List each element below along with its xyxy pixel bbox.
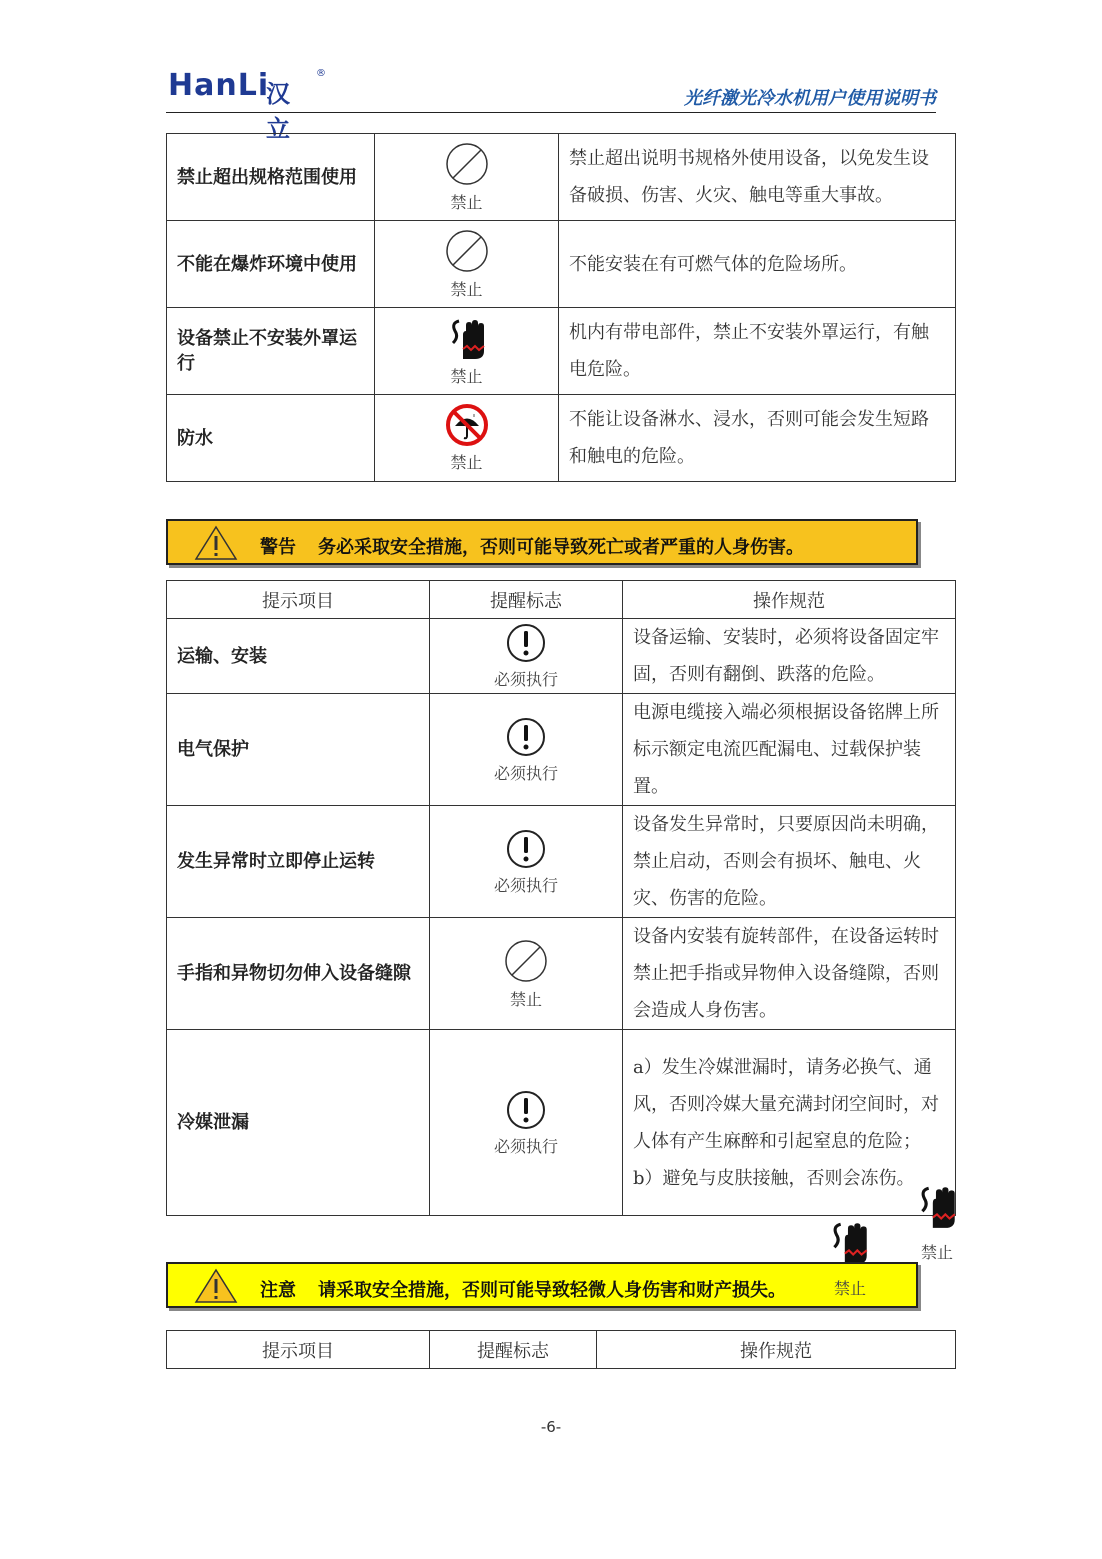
mandatory-icon bbox=[505, 828, 547, 870]
warning-banner bbox=[166, 519, 918, 565]
rule-cell: 设备运输、安装时，必须将设备固定牢固，否则有翻倒、跌落的危险。 bbox=[623, 619, 956, 694]
notice-message: 请采取安全措施，否则可能导致轻微人身伤害和财产损失。 bbox=[318, 1280, 786, 1301]
table-row bbox=[167, 619, 956, 694]
prohibited-icon bbox=[444, 141, 490, 187]
symbol-cell bbox=[375, 308, 559, 395]
warning-message: 务必采取安全措施，否则可能导致死亡或者严重的人身伤害。 bbox=[318, 537, 804, 558]
rule-text-b: b）避免与皮肤接触，否则会冻伤。 bbox=[633, 1167, 915, 1189]
rule-cell: 设备内安装有旋转部件，在设备运转时禁止把手指或异物伸入设备缝隙，否则会造成人身伤害。 bbox=[623, 918, 956, 1030]
table-row bbox=[167, 1030, 956, 1216]
table-row bbox=[167, 918, 956, 1030]
page-number: -6- bbox=[540, 1418, 562, 1436]
notice-table bbox=[166, 1330, 956, 1369]
table-row bbox=[167, 221, 956, 308]
symbol-label: 必须执行 bbox=[493, 763, 558, 783]
item-cell: 不能在爆炸环境中使用 bbox=[167, 221, 375, 308]
symbol-label: 禁止 bbox=[450, 193, 483, 212]
electric-hand-icon bbox=[826, 1218, 872, 1266]
symbol-label: 必须执行 bbox=[493, 670, 558, 689]
logo-text-cn: 汉立 bbox=[266, 80, 292, 143]
symbol-label: 禁止 bbox=[509, 989, 542, 1009]
table-header-row bbox=[167, 1331, 956, 1369]
prohibited-icon bbox=[444, 228, 490, 274]
notice-label: 注意 bbox=[260, 1280, 296, 1301]
notice-text bbox=[260, 1276, 786, 1302]
symbol-cell bbox=[430, 619, 623, 694]
column-header: 提示项目 bbox=[167, 581, 430, 619]
item-cell: 发生异常时立即停止运转 bbox=[167, 806, 430, 918]
symbol-label: 禁止 bbox=[450, 280, 483, 299]
item-cell: 电气保护 bbox=[167, 694, 430, 806]
item-cell: 手指和异物切勿伸入设备缝隙 bbox=[167, 918, 430, 1030]
electric-hand-icon bbox=[914, 1182, 960, 1230]
item-cell: 禁止超出规格范围使用 bbox=[167, 134, 375, 221]
item-cell: 运输、安装 bbox=[167, 619, 430, 694]
mandatory-icon bbox=[505, 1089, 547, 1131]
symbol-label: 禁止 bbox=[450, 453, 483, 472]
symbol-label: 必须执行 bbox=[493, 1136, 558, 1156]
header-divider bbox=[166, 112, 936, 113]
warning-table bbox=[166, 580, 956, 1216]
registered-mark: ® bbox=[316, 68, 326, 79]
notice-banner bbox=[166, 1262, 918, 1308]
warning-text bbox=[260, 533, 804, 559]
prohibition-table bbox=[166, 133, 956, 482]
symbol-cell bbox=[430, 806, 623, 918]
rule-cell: 不能安装在有可燃气体的危险场所。 bbox=[559, 221, 956, 308]
no-umbrella-icon bbox=[445, 403, 489, 447]
table-header-row bbox=[167, 581, 956, 619]
mandatory-icon bbox=[505, 622, 547, 664]
column-header: 操作规范 bbox=[623, 581, 956, 619]
symbol-label: 必须执行 bbox=[493, 875, 558, 895]
symbol-cell bbox=[430, 918, 623, 1030]
column-header: 提示项目 bbox=[167, 1331, 430, 1369]
table-row bbox=[167, 694, 956, 806]
symbol-cell bbox=[375, 221, 559, 308]
table-row bbox=[167, 308, 956, 395]
rule-text-a: a）发生冷媒泄漏时，请务必换气、通风，否则冷媒大量充满封闭空间时，对人体有产生麻醉和引起窒息的危险； bbox=[633, 1056, 939, 1152]
rule-cell bbox=[623, 1030, 956, 1216]
item-cell: 冷媒泄漏 bbox=[167, 1030, 430, 1216]
mandatory-icon bbox=[505, 716, 547, 758]
column-header: 操作规范 bbox=[597, 1331, 956, 1369]
warning-triangle-icon bbox=[194, 525, 238, 561]
item-cell: 设备禁止不安装外罩运行 bbox=[167, 308, 375, 395]
table-row bbox=[167, 395, 956, 482]
table-row bbox=[167, 806, 956, 918]
column-header: 提醒标志 bbox=[430, 1331, 597, 1369]
rule-cell: 机内有带电部件，禁止不安装外罩运行，有触电危险。 bbox=[559, 308, 956, 395]
symbol-cell bbox=[375, 134, 559, 221]
symbol-label: 禁止 bbox=[921, 1243, 954, 1262]
rule-cell: 设备发生异常时，只要原因尚未明确，禁止启动，否则会有损坏、触电、火灾、伤害的危险。 bbox=[623, 806, 956, 918]
electric-hand-icon bbox=[445, 315, 489, 361]
symbol-cell bbox=[430, 1030, 623, 1216]
logo-text-en: HanLi bbox=[168, 68, 270, 103]
table-row bbox=[167, 134, 956, 221]
warning-triangle-icon bbox=[194, 1268, 238, 1304]
item-cell: 防水 bbox=[167, 395, 375, 482]
rule-cell: 禁止超出说明书规格外使用设备，以免发生设备破损、伤害、火灾、触电等重大事故。 bbox=[559, 134, 956, 221]
symbol-label: 禁止 bbox=[834, 1279, 867, 1298]
warning-label: 警告 bbox=[260, 537, 296, 558]
rule-cell: 电源电缆接入端必须根据设备铭牌上所标示额定电流匹配漏电、过载保护装置。 bbox=[623, 694, 956, 806]
symbol-cell bbox=[375, 395, 559, 482]
rule-cell: 不能让设备淋水、浸水，否则可能会发生短路和触电的危险。 bbox=[559, 395, 956, 482]
column-header: 提醒标志 bbox=[430, 581, 623, 619]
document-title: 光纤激光冷水机用户使用说明书 bbox=[684, 88, 936, 109]
prohibited-icon bbox=[503, 938, 549, 984]
symbol-label: 禁止 bbox=[450, 367, 483, 386]
symbol-cell bbox=[430, 694, 623, 806]
